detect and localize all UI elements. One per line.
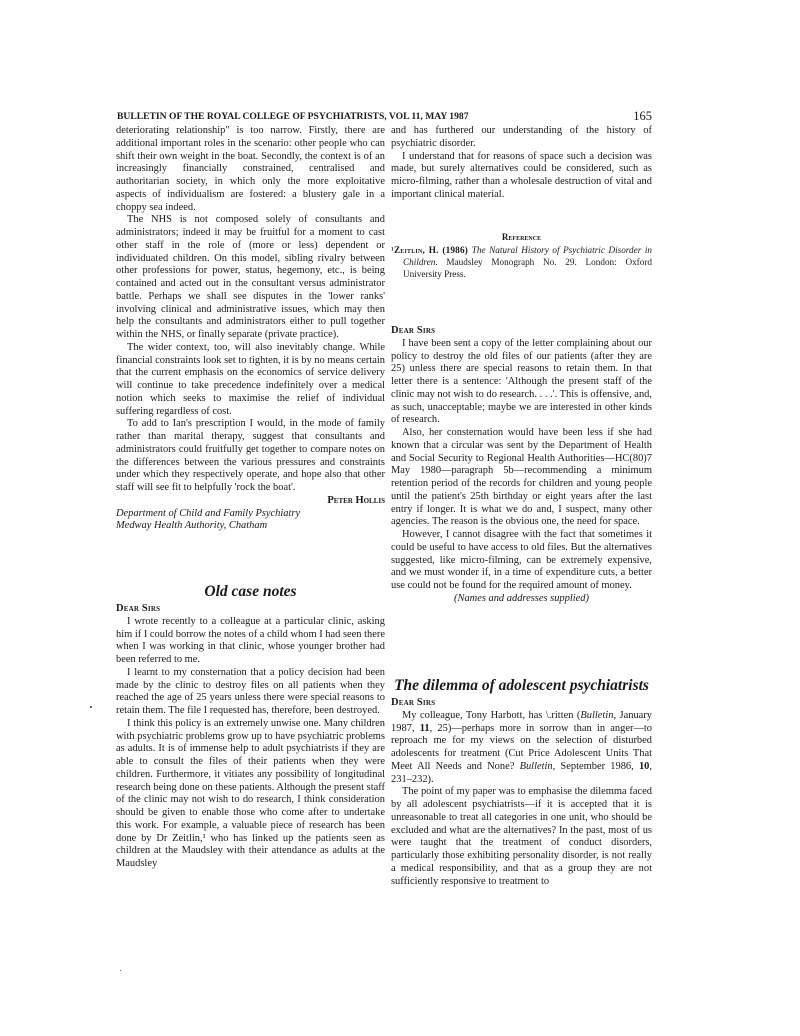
reference-details: . Maudsley Monograph No. 29. London: Oxford University Press. [403,256,652,280]
paragraph: deteriorating relationship" is too narrow. Firstly, there are additional important roles in the scenario: other people who can shift their own weight in the boat. Secondly, the context is of an increasingly financially constrained, centralised and authoritarian society, in which only the more exploitative aspects of individualism are fostered: a blustery gale in a choppy sea indeed. [116,125,385,213]
reference-author: ¹Zeitlin, H. (1986) [391,244,472,255]
reference-heading: Reference [501,232,542,242]
text: , 25)—perhaps more in sorrow than in anger—to reproach me for my views on the selection of disturbed adolescents for treatment (Cut Price Adolescent Units That Meet All Needs and None? [391,722,653,772]
paragraph: I learnt to my consternation that a policy decision had been made by the clinic to destroy files on all patients when they reached the age of 25 years unless there were special reasons to retain them. The file I requested has, therefore, been destroyed. [116,666,385,716]
volume: 10 [638,760,650,772]
paragraph: The wider context, too, will also inevitably change. While financial constraints look set to tighten, it is by no means certain that the current emphasis on the economics of service delivery will continue to take precedence indefinitely over a medical notion which seeks to maximise the relief of individual suffering regardless of cost. [116,341,385,417]
paragraph [391,710,652,787]
scan-speck [90,706,92,708]
letter-continuation [116,125,385,533]
text: , 231–232). [391,760,652,785]
text: , September 1986, [552,760,639,772]
paragraph: To add to Ian's prescription I would, in the mode of family rather than marital therapy, suggest that consultants and administrators could fruitfully get together to compare notes on the differences between the various pressures and constraints under which they respectively operate, and hope also that other staff will see fit to helpfully 'rock the boat'. [116,418,385,493]
paragraph: and has furthered our understanding of the history of psychiatric disorder. [391,125,652,149]
paragraph: The NHS is not composed solely of consultants and administrators; indeed it may be fruitful for a moment to cast other staff in the role of (more or less) dependent or individuated children. On this model, sibling rivalry between other professions for power, status, hegemony, etc., is being contained and acted out in the consultant versus administrator battle. Perhaps we shall see disputes in the 'lower ranks' involving clinical and administrative issues, which may then help the consultants and administrators either to pull together within the NHS, or finally separate (private practice). [116,214,385,340]
reference-title: The Natural History of Psychiatric Disorder in Children [403,244,652,267]
salutation: Dear Sirs [391,325,436,336]
dilemma-letter [391,697,652,888]
reference-entry [391,244,652,281]
section-title-dilemma: The dilemma of adolescent psychiatrists [394,677,649,694]
salutation: Dear Sirs [391,697,436,708]
old-case-notes-continuation [391,125,652,202]
journal-title: BULLETIN OF THE ROYAL COLLEGE OF PSYCHIATRISTS, VOL 11, MAY 1987 [117,111,469,122]
paragraph: The point of my paper was to emphasise the dilemma faced by all adolescent psychiatrists—if it is accepted that it is unreasonable to treat all categories in one unit, who should be excluded and what are the alternatives? In the past, most of us were taught that the treatment of conduct disorders, particularly those exhibiting personality disorder, is not really a medical responsibility, and that as a group they are not sufficiently responsive to treatment to [391,786,652,887]
salutation: Dear Sirs [116,603,161,614]
section-title-old-case-notes: Old case notes [204,583,297,600]
journal-name: Bulletin [519,760,553,772]
affiliation: Department of Child and Family Psychiatry [116,507,301,519]
journal-name: Bulletin [580,709,614,721]
paragraph: I understand that for reasons of space such a decision was made, but surely alternatives could be considered, such as micro-filming, rather than a wholesale destruction of vital and important clinical material. [391,150,652,200]
text: , January 1987, [391,709,652,734]
running-header [117,111,652,122]
affiliation: Medway Health Authority, Chatham [116,520,268,532]
reply-letter [391,325,652,606]
page-number: 165 [633,109,652,123]
paragraph: I think this policy is an extremely unwise one. Many children with psychiatric problems grow up to have psychiatric problems as adults. It is of immense help to adult psychiatrists if they are able to consult the files of their patients when they were children. Furthermore, it vitiates any possibility of longitudinal research being done on these patients. Although the present staff of the clinic may not wish to do research, I think consideration should be given to enable those who come after to undertake this work. For example, a valuable piece of research has been done by Dr Zeitlin,¹ who has linked up the patients seen as children at the Maudsley with their attendance as adults at the Maudsley [116,717,385,869]
paragraph: However, I cannot disagree with the fact that sometimes it could be useful to have access to old files. But the alternatives suggested, like micro-filming, can be extremely expensive, and we must wonder if, in a time of expenditure cuts, a better use could not be found for the required amount of money. [391,529,652,591]
text: My colleague, Tony Harbott, has \.ritten ( [402,709,581,721]
signature: Peter Hollis [327,494,385,506]
paragraph: I have been sent a copy of the letter complaining about our policy to destroy the old files of our patients (after they are 25) unless there are special reasons to retain them. In that letter there is a sentence: 'Although the present staff of the clinic may not wish to do research. . . .'. This is offensive, and, as such, unacceptable; maybe we are interested in other kinds of research. [391,337,652,426]
signoff: (Names and addresses supplied) [454,592,589,604]
reference-section [391,231,652,280]
paragraph: Also, her consternation would have been less if she had known that a circular was sent by the Department of Health and Social Security to Regional Health Authorities—HC(80)7 May 1980—paragraph 5b—recommending a minimum retention period of the records for children and young people until the patient's 25th birthday or eight years after the last entry if longer. It is what we do and, I suspect, many other agencies. The reason is the obvious one, the need for space. [391,427,652,528]
old-case-notes-letter [116,603,385,871]
scan-speck [120,970,121,971]
paragraph: I wrote recently to a colleague at a particular clinic, asking him if I could borrow the notes of a child whom I had seen there when I was working in that clinic, whose younger brother had been referred to me. [116,615,385,665]
volume: 11 [419,722,430,734]
